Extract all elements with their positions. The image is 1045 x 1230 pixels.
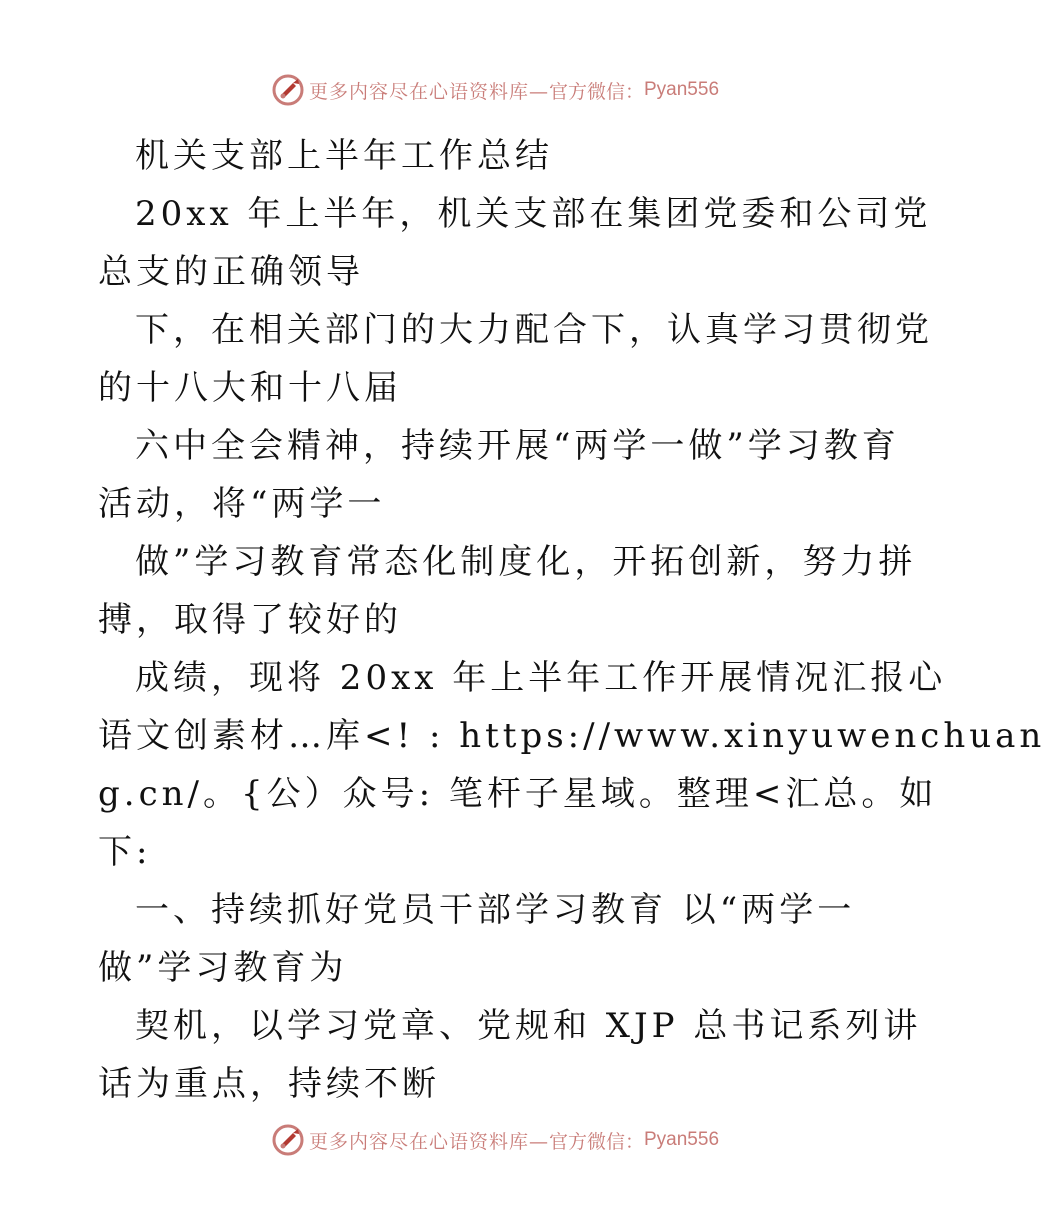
paragraph-line: 成绩，现将 20xx 年上半年工作开展情况汇报心 bbox=[135, 658, 947, 698]
footer-banner-text: 更多内容尽在心语资料库— bbox=[308, 1130, 549, 1153]
header-banner bbox=[0, 70, 950, 110]
paragraph-line: 活动，将“两学一 bbox=[98, 484, 386, 524]
paragraph-line: 做”学习教育为 bbox=[98, 948, 348, 988]
paragraph-line: 话为重点，持续不断 bbox=[98, 1064, 440, 1104]
footer-wechat-id: Pyan556 bbox=[644, 1129, 720, 1150]
header-banner-text: 更多内容尽在心语资料库— bbox=[308, 80, 549, 103]
section-heading-line: 一、持续抓好党员干部学习教育 以“两学一 bbox=[135, 890, 856, 930]
paragraph-line: 契机，以学习党章、党规和 XJP 总书记系列讲 bbox=[135, 1006, 922, 1046]
document-title: 机关支部上半年工作总结 bbox=[135, 136, 553, 176]
footer-wechat-label: 官方微信： bbox=[548, 1130, 644, 1153]
paragraph-line: 语文创素材…库<! : https://www.xinyuwenchuan bbox=[98, 716, 1045, 756]
paragraph-line: 总支的正确领导 bbox=[98, 252, 364, 292]
paragraph-line: 六中全会精神，持续开展“两学一做”学习教育 bbox=[135, 426, 900, 466]
paragraph-line: g.cn/。{公）众号: 笔杆子星域。整理<汇总。如 bbox=[98, 774, 938, 814]
paragraph-line: 下，在相关部门的大力配合下，认真学习贯彻党 bbox=[135, 310, 933, 350]
paragraph-line: 的十八大和十八届 bbox=[98, 368, 402, 408]
paragraph-line: 搏，取得了较好的 bbox=[98, 600, 402, 640]
footer-banner bbox=[0, 1120, 950, 1160]
paragraph-line: 20xx 年上半年，机关支部在集团党委和公司党 bbox=[135, 194, 932, 234]
header-wechat-id: Pyan556 bbox=[644, 79, 720, 100]
brand-logo-icon bbox=[271, 73, 305, 107]
header-wechat-label: 官方微信： bbox=[548, 80, 644, 103]
brand-logo-icon bbox=[271, 1123, 305, 1157]
paragraph-line: 做”学习教育常态化制度化，开拓创新，努力拼 bbox=[135, 542, 917, 582]
paragraph-line: 下: bbox=[98, 832, 152, 872]
